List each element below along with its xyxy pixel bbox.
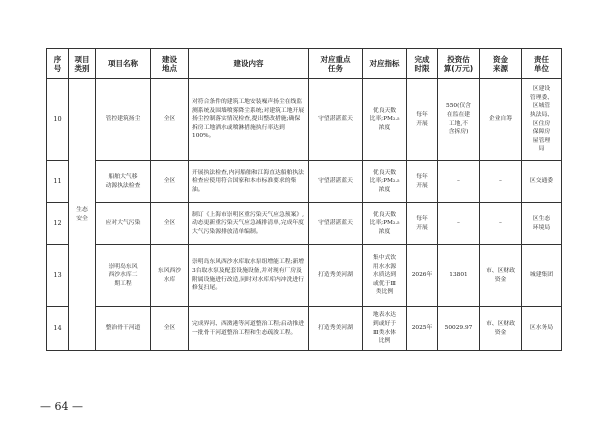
cell-line: 期工程	[114, 280, 132, 287]
header-line: 完成	[414, 54, 430, 64]
cell-line: 区城管	[532, 103, 551, 110]
cell-line: 含拆房)	[448, 129, 469, 136]
header-no	[47, 49, 69, 79]
header-line: 建设内容	[233, 59, 264, 68]
cell-line: –	[499, 220, 502, 227]
cell-line: 西沙水库二	[108, 272, 138, 279]
header-indicator	[363, 49, 407, 79]
cell-unit	[522, 203, 562, 245]
cell-line: 开展	[416, 182, 428, 189]
cell-line: 船舶大气移	[108, 173, 138, 180]
cell-investment	[438, 245, 480, 307]
cell-no: 12	[47, 203, 69, 245]
cell-funding	[480, 79, 522, 161]
cell-line: 优良天数	[372, 169, 397, 176]
cell-line: 动源执法检查	[105, 182, 141, 189]
header-investment	[438, 49, 480, 79]
cell-line: 城建集团	[529, 272, 554, 279]
project-table	[46, 48, 562, 351]
cell-no: 14	[47, 307, 69, 351]
cell-line: 守望湛湛蓝天	[318, 178, 353, 185]
table-row	[47, 203, 562, 245]
cell-task	[309, 161, 363, 203]
cell-line: 工地,不	[448, 120, 469, 127]
page-number: — 64 —	[40, 400, 83, 413]
header-line: 序	[53, 54, 62, 64]
cell-line: 守望湛湛蓝天	[318, 220, 353, 227]
cell-task	[309, 79, 363, 161]
cell-unit	[522, 307, 562, 351]
cell-deadline	[407, 161, 438, 203]
header-unit	[522, 49, 562, 79]
cell-line: 550(仅含	[446, 103, 471, 110]
header-line: 单位	[534, 63, 549, 73]
cell-investment	[438, 307, 480, 351]
header-content	[189, 49, 309, 79]
cell-category	[69, 79, 96, 351]
header-line: 类别	[74, 63, 90, 73]
header-line: 来源	[493, 63, 508, 73]
cell-project-name	[96, 161, 151, 203]
cell-line: 市、区财政	[486, 320, 515, 327]
header-line: 号	[53, 63, 62, 73]
cell-unit	[522, 79, 562, 161]
cell-line: 安全	[76, 215, 88, 222]
cell-task	[309, 307, 363, 351]
cell-line: 50029.97	[444, 325, 473, 332]
cell-line: 执法局、	[529, 111, 554, 118]
cell-line: 开展	[416, 224, 428, 231]
cell-line: 优良天数	[372, 211, 397, 218]
cell-line: 每年	[416, 215, 428, 222]
header-project-name	[96, 49, 151, 79]
cell-content: 完成界河、西滧港等河道整治工程;启动推进一批骨干河道整治工程和生态疏浚工程。	[189, 307, 309, 351]
cell-line: 浓度	[378, 124, 391, 131]
cell-line: 浓度	[378, 186, 391, 193]
cell-deadline	[407, 307, 438, 351]
cell-line: 每年	[416, 111, 428, 118]
table-row	[47, 79, 562, 161]
cell-indicator	[363, 245, 407, 307]
header-line: 项目名称	[108, 59, 138, 68]
cell-line: 在监在建	[446, 111, 471, 118]
header-line: 投资估	[447, 54, 470, 64]
cell-line: 管控建筑扬尘	[105, 116, 141, 123]
cell-line: –	[457, 178, 460, 185]
cell-line: 类比例	[375, 289, 394, 296]
cell-line: 区交通委	[529, 178, 554, 185]
cell-line: 打造秀美河湖	[318, 325, 353, 332]
cell-line: 比率;PM₂.₅	[369, 178, 400, 185]
cell-line: 市、区财政	[486, 267, 515, 274]
table-body	[47, 79, 562, 351]
cell-location	[151, 79, 189, 161]
cell-line: 打造秀美河湖	[318, 272, 353, 279]
cell-line: –	[457, 220, 460, 227]
header-line: 责任	[534, 54, 549, 64]
cell-line: 屋管理	[532, 137, 551, 144]
cell-no: 10	[47, 79, 69, 161]
cell-line: 用水水源	[372, 263, 397, 270]
cell-funding	[480, 203, 522, 245]
cell-location	[151, 307, 189, 351]
cell-line: 浓度	[378, 228, 391, 235]
cell-line: 区住房	[532, 120, 551, 127]
cell-funding	[480, 161, 522, 203]
project-table-container	[46, 48, 561, 351]
header-line: 资金	[493, 54, 508, 64]
header-line: 时限	[414, 63, 430, 73]
cell-no: 11	[47, 161, 69, 203]
cell-line: 全区	[163, 116, 176, 123]
cell-project-name	[96, 79, 151, 161]
cell-line: 2025年	[411, 325, 433, 332]
header-line: 建设	[162, 54, 177, 64]
cell-line: 崇明岛东风	[108, 263, 138, 270]
cell-indicator	[363, 79, 407, 161]
cell-line: 到或好于	[372, 320, 397, 327]
cell-indicator	[363, 203, 407, 245]
cell-line: 全区	[163, 325, 176, 332]
cell-line: 整治骨干河道	[105, 325, 141, 332]
cell-content: 对符合条件的建筑工地安装噪声扬尘在线监测系统及围墙喷雾降尘系统;对建筑工地开展扬尘控制落实情况检查,提出整改措施;确保拆房工地洒水或喷淋措施执行率达到100%。	[189, 79, 309, 161]
header-line: 任务	[328, 63, 343, 73]
cell-content: 制订《上海市崇明区重污染天气应急预案》,动态更新重污染天气应急减排清单,完成年度大气污染源排放清单编制。	[189, 203, 309, 245]
cell-line: 东风西沙	[157, 267, 182, 274]
cell-investment	[438, 161, 480, 203]
cell-deadline	[407, 79, 438, 161]
cell-line: 比率;PM₂.₅	[369, 116, 400, 123]
cell-line: 区生态	[532, 215, 551, 222]
table-row	[47, 245, 562, 307]
cell-deadline	[407, 245, 438, 307]
cell-no: 13	[47, 245, 69, 307]
cell-task	[309, 203, 363, 245]
cell-line: –	[499, 178, 502, 185]
cell-line: 优良天数	[372, 107, 397, 114]
table-row	[47, 161, 562, 203]
cell-line: 水质达到	[372, 272, 397, 279]
cell-indicator	[363, 161, 407, 203]
cell-line: 区水务局	[529, 325, 554, 332]
cell-content: 崇明岛东风西沙水库取水泵组增能工程;新增3台取水泵及配套设施设备,并对现有厂房及附属设施进行改造,同时对水库库内冲洗进行修复扫尾。	[189, 245, 309, 307]
cell-project-name	[96, 307, 151, 351]
header-deadline	[407, 49, 438, 79]
cell-location	[151, 203, 189, 245]
cell-line: 比率;PM₂.₅	[369, 220, 400, 227]
cell-investment	[438, 79, 480, 161]
cell-investment	[438, 203, 480, 245]
cell-line: 13801	[449, 272, 468, 279]
cell-line: 全区	[163, 178, 176, 185]
header-task	[309, 49, 363, 79]
cell-line: 生态	[76, 206, 88, 213]
cell-line: 水库	[163, 276, 176, 283]
cell-line: 每年	[416, 173, 428, 180]
cell-funding	[480, 307, 522, 351]
cell-line: 局	[538, 146, 545, 153]
header-line: 对应指标	[369, 59, 400, 68]
cell-line: 开展	[416, 120, 428, 127]
cell-line: 资金	[494, 276, 507, 283]
cell-line: 管理委、	[529, 94, 554, 101]
cell-content: 开展执法检查,内河船舶和江海直达船舶执法检查应使用符合国家和本市标准要求的柴油。	[189, 161, 309, 203]
cell-project-name	[96, 203, 151, 245]
cell-line: 集中式饮	[372, 255, 397, 262]
cell-indicator	[363, 307, 407, 351]
header-line: 算(万元)	[443, 63, 474, 73]
cell-line: 企业自筹	[488, 116, 513, 123]
cell-deadline	[407, 203, 438, 245]
cell-line: 守望湛湛蓝天	[318, 116, 353, 123]
cell-line: Ⅲ类水体	[373, 329, 396, 336]
cell-line: 全区	[163, 220, 176, 227]
cell-line: 2026年	[411, 272, 433, 279]
cell-location	[151, 245, 189, 307]
header-line: 地点	[162, 63, 177, 73]
cell-location	[151, 161, 189, 203]
header-funding	[480, 49, 522, 79]
cell-line: 资金	[494, 329, 507, 336]
cell-line: 或优于Ⅲ	[373, 280, 396, 287]
cell-funding	[480, 245, 522, 307]
cell-line: 环境局	[532, 224, 551, 231]
cell-line: 地表水达	[372, 312, 397, 319]
header-line: 对应重点	[320, 54, 351, 64]
cell-line: 保障房	[532, 129, 551, 136]
cell-unit	[522, 161, 562, 203]
table-row	[47, 307, 562, 351]
header-category	[69, 49, 96, 79]
header-location	[151, 49, 189, 79]
cell-project-name	[96, 245, 151, 307]
header-line: 项目	[74, 54, 90, 64]
cell-line: 区建设	[532, 86, 551, 93]
cell-line: 应对大气污染	[105, 220, 141, 227]
table-header-row	[47, 49, 562, 79]
cell-task	[309, 245, 363, 307]
cell-unit	[522, 245, 562, 307]
cell-line: 比例	[378, 338, 391, 345]
